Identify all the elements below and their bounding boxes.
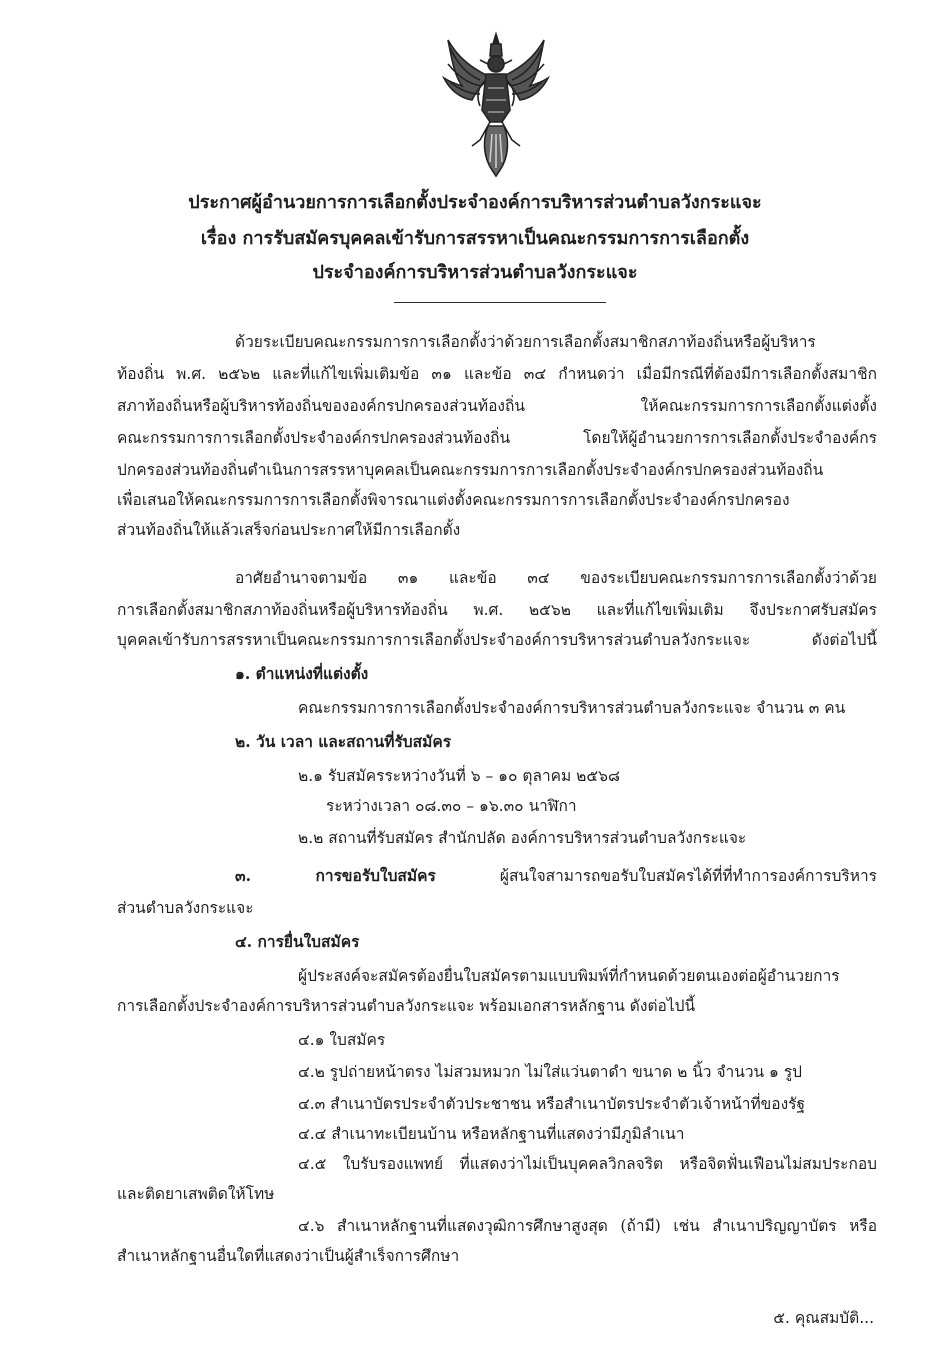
para1-line-1: ด้วยระเบียบคณะกรรมการการเลือกตั้งว่าด้วยการเลือกตั้งสมาชิกสภาท้องถิ่นหรือผู้บริหาร	[235, 333, 816, 351]
continuation-note: ๕. คุณสมบัติ...	[773, 1309, 874, 1327]
section-2-title: ๒. วัน เวลา และสถานที่รับสมัคร	[235, 732, 452, 751]
section-4-item-5-line-1: ๔.๕ ใบรับรองแพทย์ ที่แสดงว่าไม่เป็นบุคคลวิกลจริต หรือจิตฟั่นเฟือนไม่สมประกอบ	[298, 1155, 877, 1173]
section-4-item-6-line-2: สำเนาหลักฐานอื่นใดที่แสดงว่าเป็นผู้สำเร็จการศึกษา	[117, 1247, 460, 1265]
para1-line-3: สภาท้องถิ่นหรือผู้บริหารท้องถิ่นขององค์กรปกครองส่วนท้องถิ่น ให้คณะกรรมการการเลือกตั้งแต่งตั้ง	[117, 397, 877, 415]
section-4-item-3: ๔.๓ สำเนาบัตรประจำตัวประชาชน หรือสำเนาบัตรประจำตัวเจ้าหน้าที่ของรัฐ	[298, 1095, 806, 1113]
title-line-3: ประจำองค์การบริหารส่วนตำบลวังกระแจะ	[312, 262, 638, 283]
title-line-1: ประกาศผู้อำนวยการการเลือกตั้งประจำองค์การบริหารส่วนตำบลวังกระแจะ	[188, 192, 762, 213]
section-4-item-5-line-2: และติดยาเสพติดให้โทษ	[117, 1185, 275, 1203]
para1-line-6: เพื่อเสนอให้คณะกรรมการการเลือกตั้งพิจารณาแต่งตั้งคณะกรรมการการเลือกตั้งประจำองค์กรปกครอง	[117, 491, 790, 509]
section-4-title: ๔. การยื่นใบสมัคร	[235, 932, 360, 951]
title-divider	[394, 302, 606, 303]
section-1-title: ๑. ตำแหน่งที่แต่งตั้ง	[235, 664, 369, 683]
section-4-item-6-line-1: ๔.๖ สำเนาหลักฐานที่แสดงวุฒิการศึกษาสูงสุด (ถ้ามี) เช่น สำเนาปริญญาบัตร หรือ	[298, 1217, 877, 1235]
garuda-emblem-icon	[436, 30, 556, 180]
section-2-item-1-time: ระหว่างเวลา ๐๘.๓๐ – ๑๖.๓๐ นาฬิกา	[326, 797, 577, 815]
section-4-item-1: ๔.๑ ใบสมัคร	[298, 1031, 386, 1049]
para1-line-7: ส่วนท้องถิ่นให้แล้วเสร็จก่อนประกาศให้มีการเลือกตั้ง	[117, 521, 461, 539]
section-3-line-2: ส่วนตำบลวังกระแจะ	[117, 899, 254, 917]
section-2-item-2: ๒.๒ สถานที่รับสมัคร สำนักปลัด องค์การบริหารส่วนตำบลวังกระแจะ	[298, 829, 747, 847]
para1-line-2: ท้องถิ่น พ.ศ. ๒๕๖๒ และที่แก้ไขเพิ่มเติมข้อ ๓๑ และข้อ ๓๔ กำหนดว่า เมื่อมีกรณีที่ต้องมีการเลือกตั้งสมาชิก	[117, 365, 877, 383]
section-3-line-1	[235, 866, 877, 886]
section-3-text: ผู้สนใจสามารถขอรับใบสมัครได้ที่ที่ทำการองค์การบริหาร	[499, 867, 877, 885]
para2-line-3: บุคคลเข้ารับการสรรหาเป็นคณะกรรมการการเลือกตั้งประจำองค์การบริหารส่วนตำบลวังกระแจะ ดังต่อไปนี้	[117, 631, 877, 649]
section-3-title: ๓. การขอรับใบสมัคร	[235, 866, 436, 885]
section-4-para-line-1: ผู้ประสงค์จะสมัครต้องยื่นใบสมัครตามแบบพิมพ์ที่กำหนดด้วยตนเองต่อผู้อำนวยการ	[298, 967, 840, 985]
section-1-body: คณะกรรมการการเลือกตั้งประจำองค์การบริหารส่วนตำบลวังกระแจะ จำนวน ๓ คน	[298, 699, 846, 717]
section-2-item-1: ๒.๑ รับสมัครระหว่างวันที่ ๖ – ๑๐ ตุลาคม ๒๕๖๘	[298, 767, 620, 785]
section-4-item-2: ๔.๒ รูปถ่ายหน้าตรง ไม่สวมหมวก ไม่ใส่แว่นตาดำ ขนาด ๒ นิ้ว จำนวน ๑ รูป	[298, 1063, 802, 1081]
section-4-para-line-2: การเลือกตั้งประจำองค์การบริหารส่วนตำบลวังกระแจะ พร้อมเอกสารหลักฐาน ดังต่อไปนี้	[117, 997, 696, 1015]
title-line-2: เรื่อง การรับสมัครบุคคลเข้ารับการสรรหาเป็นคณะกรรมการการเลือกตั้ง	[200, 228, 750, 249]
section-4-item-4: ๔.๔ สำเนาทะเบียนบ้าน หรือหลักฐานที่แสดงว่ามีภูมิลำเนา	[298, 1125, 685, 1143]
para1-line-5: ปกครองส่วนท้องถิ่นดำเนินการสรรหาบุคคลเป็นคณะกรรมการการเลือกตั้งประจำองค์กรปกครองส่วนท้องถิ่น	[117, 461, 824, 479]
para2-line-1: อาศัยอำนาจตามข้อ ๓๑ และข้อ ๓๔ ของระเบียบคณะกรรมการการเลือกตั้งว่าด้วย	[235, 569, 877, 587]
para2-line-2: การเลือกตั้งสมาชิกสภาท้องถิ่นหรือผู้บริหารท้องถิ่น พ.ศ. ๒๕๖๒ และที่แก้ไขเพิ่มเติม จึงประกาศรับสมัคร	[117, 601, 877, 619]
para1-line-4: คณะกรรมการการเลือกตั้งประจำองค์กรปกครองส่วนท้องถิ่น โดยให้ผู้อำนวยการการเลือกตั้งประจำองค์กร	[117, 429, 877, 447]
